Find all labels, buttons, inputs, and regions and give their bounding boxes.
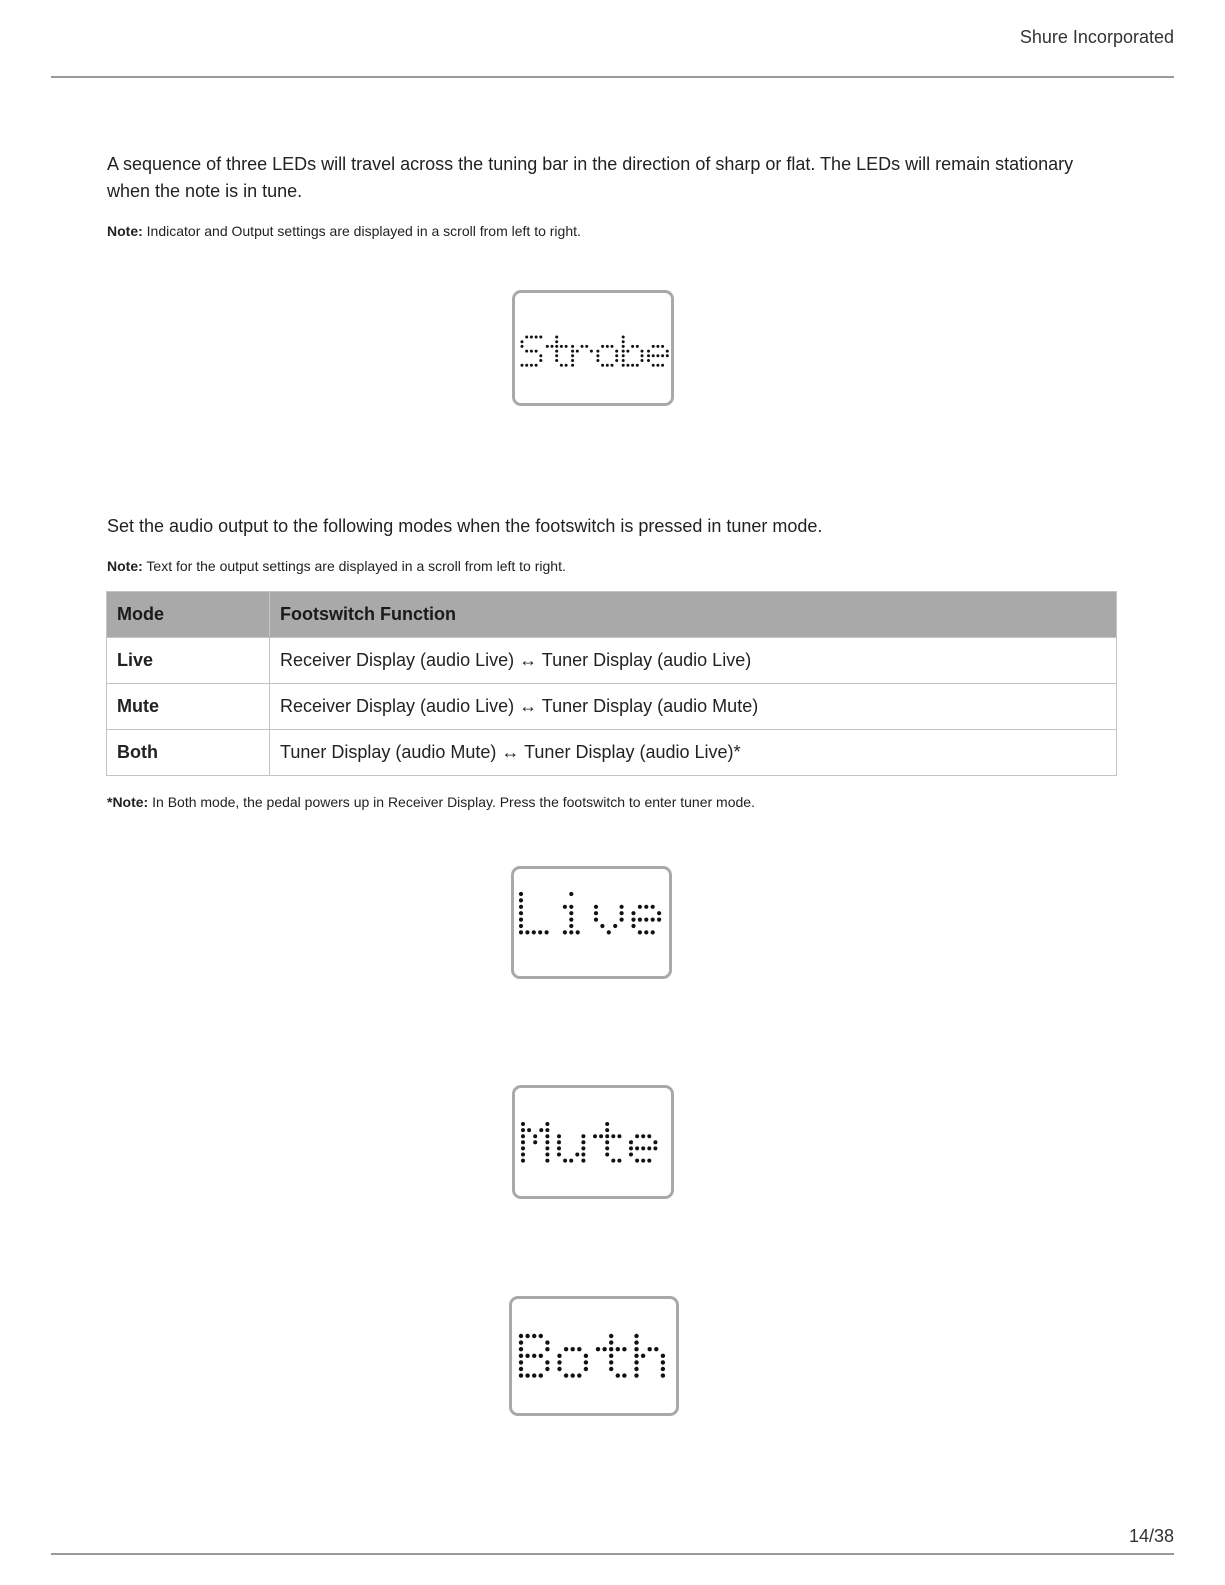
lcd-dot: [596, 350, 599, 353]
lcd-dot: [555, 350, 558, 353]
lcd-dot: [605, 1134, 609, 1138]
lcd-dot: [613, 924, 617, 928]
footnote-label: *Note:: [107, 794, 149, 810]
strobe-paragraph: A sequence of three LEDs will travel across the tuning bar in the direction of sharp or flat. The LEDs will remain stationary when the note is in tune.: [107, 154, 1074, 201]
lcd-dot: [525, 930, 529, 934]
lcd-dot: [641, 350, 644, 353]
lcd-dot: [620, 905, 624, 909]
note-label: Note:: [107, 223, 143, 239]
lcd-dot: [634, 1354, 638, 1358]
lcd-dot: [581, 1146, 585, 1150]
lcd-dot: [557, 1354, 561, 1358]
lcd-dot: [629, 1146, 633, 1150]
lcd-dot: [581, 1134, 585, 1138]
lcd-dot: [606, 364, 609, 367]
lcd-dot: [652, 364, 655, 367]
lcd-dot: [620, 918, 624, 922]
lcd-dots-both: [512, 1299, 682, 1419]
lcd-dot: [521, 1146, 525, 1150]
lcd-dot: [666, 350, 669, 353]
lcd-dot: [661, 345, 664, 348]
lcd-dot: [641, 1146, 645, 1150]
lcd-dot: [519, 1373, 523, 1377]
lcd-dot: [641, 1354, 645, 1358]
lcd-dot: [615, 359, 618, 362]
lcd-dot: [535, 350, 538, 353]
lcd-dot: [545, 1128, 549, 1132]
lcd-dot: [545, 930, 549, 934]
lcd-dot: [521, 1122, 525, 1126]
table-header-row: [107, 592, 1117, 638]
lcd-dot: [576, 350, 579, 353]
lcd-dot: [545, 1340, 549, 1344]
lcd-dot: [564, 1373, 568, 1377]
lcd-display-live: [511, 866, 672, 979]
lcd-dot: [600, 924, 604, 928]
lcd-dot: [545, 1153, 549, 1157]
lcd-dot: [626, 350, 629, 353]
lcd-dot: [605, 1128, 609, 1132]
lcd-dot: [519, 892, 523, 896]
lcd-dot: [616, 1373, 620, 1377]
lcd-dot: [521, 345, 524, 348]
lcd-dot: [609, 1360, 613, 1364]
lcd-dot: [651, 905, 655, 909]
footer-rule: [51, 1553, 1174, 1555]
lcd-dot: [563, 1159, 567, 1163]
lcd-dot: [605, 1153, 609, 1157]
lcd-dot: [545, 1140, 549, 1144]
note-text: Text for the output settings are displayed in a scroll from left to right.: [142, 558, 566, 574]
lcd-dot: [609, 1347, 613, 1351]
lcd-dot: [519, 918, 523, 922]
lcd-display-both: [509, 1296, 679, 1416]
lcd-dot: [569, 918, 573, 922]
lcd-dot: [525, 350, 528, 353]
lcd-dot: [634, 1334, 638, 1338]
lcd-dot: [634, 1347, 638, 1351]
lcd-dot: [661, 1373, 665, 1377]
lcd-dot: [593, 1134, 597, 1138]
lcd-dot: [616, 1347, 620, 1351]
lcd-dot: [622, 336, 625, 339]
lcd-display-mute: [512, 1085, 674, 1199]
function-cell: Tuner Display (audio Mute) ↔ Tuner Display (audio Live)*: [270, 730, 1117, 776]
lcd-dot: [557, 1140, 561, 1144]
lcd-dot: [533, 1140, 537, 1144]
lcd-dot: [594, 911, 598, 915]
lcd-dot: [581, 1153, 585, 1157]
lcd-dot: [661, 364, 664, 367]
lcd-dot: [611, 1134, 615, 1138]
lcd-dot: [631, 911, 635, 915]
lcd-dot: [569, 930, 573, 934]
lcd-dot: [521, 364, 524, 367]
lcd-dot: [635, 1159, 639, 1163]
lcd-dot: [571, 364, 574, 367]
lcd-dot: [539, 1334, 543, 1338]
lcd-dot: [606, 345, 609, 348]
lcd-dot: [557, 1367, 561, 1371]
lcd-dot: [532, 1334, 536, 1338]
lcd-dot: [653, 1146, 657, 1150]
lcd-dot: [656, 364, 659, 367]
lcd-dot: [532, 930, 536, 934]
lcd-dot: [653, 1140, 657, 1144]
lcd-dot: [635, 1134, 639, 1138]
lcd-dot: [581, 345, 584, 348]
lcd-dots-mute: [515, 1088, 677, 1202]
lcd-dot: [519, 1367, 523, 1371]
lcd-dot: [635, 1146, 639, 1150]
lcd-dot: [584, 1367, 588, 1371]
lcd-dot: [622, 354, 625, 357]
lcd-dot: [601, 364, 604, 367]
lcd-dot: [555, 354, 558, 357]
lcd-dot: [609, 1367, 613, 1371]
lcd-dot: [666, 354, 669, 357]
lcd-display-strobe: [512, 290, 674, 406]
header-rule: [51, 76, 1174, 78]
lcd-dot: [590, 350, 593, 353]
lcd-dot: [656, 354, 659, 357]
lcd-dot: [611, 364, 614, 367]
lcd-dot: [634, 1360, 638, 1364]
lcd-dot: [571, 350, 574, 353]
note-text: Indicator and Output settings are displayed in a scroll from left to right.: [142, 223, 581, 239]
lcd-dot: [631, 924, 635, 928]
table-row: [107, 638, 1117, 684]
lcd-dot: [656, 345, 659, 348]
lcd-dot: [545, 1146, 549, 1150]
indicator-note: [107, 223, 581, 239]
lcd-dot: [636, 364, 639, 367]
lcd-dot: [519, 898, 523, 902]
lcd-dot: [602, 1347, 606, 1351]
output-paragraph: Set the audio output to the following modes when the footswitch is pressed in tuner mode.: [107, 516, 823, 536]
lcd-dot: [644, 918, 648, 922]
lcd-dot: [569, 924, 573, 928]
lcd-dot: [565, 345, 568, 348]
lcd-dot: [594, 918, 598, 922]
lcd-dot: [569, 1159, 573, 1163]
lcd-dot: [521, 340, 524, 343]
lcd-dot: [519, 1347, 523, 1351]
lcd-dot: [555, 359, 558, 362]
lcd-dot: [594, 905, 598, 909]
lcd-dot: [647, 359, 650, 362]
lcd-dot: [539, 336, 542, 339]
lcd-dot: [519, 1334, 523, 1338]
lcd-dot: [545, 1360, 549, 1364]
lcd-dot: [611, 1159, 615, 1163]
lcd-dot: [651, 930, 655, 934]
lcd-dot: [631, 364, 634, 367]
lcd-dot: [622, 350, 625, 353]
lcd-dot: [565, 364, 568, 367]
lcd-dot: [519, 1360, 523, 1364]
mode-cell: Mute: [107, 684, 270, 730]
lcd-dot: [596, 1347, 600, 1351]
mode-cell: Live: [107, 638, 270, 684]
lcd-dot: [596, 359, 599, 362]
lcd-dot: [533, 1134, 537, 1138]
output-note: [107, 558, 566, 574]
lcd-dot: [525, 336, 528, 339]
lcd-dot: [519, 1340, 523, 1344]
lcd-dot: [617, 1134, 621, 1138]
lcd-dot: [551, 345, 554, 348]
lcd-dot: [601, 345, 604, 348]
lcd-dot: [571, 359, 574, 362]
lcd-dot: [641, 1134, 645, 1138]
lcd-dot: [577, 1373, 581, 1377]
lcd-dot: [563, 930, 567, 934]
lcd-dot: [652, 354, 655, 357]
lcd-dot: [519, 1354, 523, 1358]
header-company: Shure Incorporated: [1019, 27, 1174, 47]
lcd-dot: [644, 930, 648, 934]
lcd-dot: [538, 930, 542, 934]
lcd-dot: [530, 336, 533, 339]
lcd-dot: [532, 1373, 536, 1377]
lcd-dot: [545, 1367, 549, 1371]
lcd-dot: [647, 1134, 651, 1138]
lcd-dot: [576, 930, 580, 934]
lcd-dot: [569, 911, 573, 915]
lcd-dot: [647, 350, 650, 353]
lcd-dot: [647, 1159, 651, 1163]
header-footswitch-function: Footswitch Function: [270, 592, 1117, 638]
lcd-dot: [539, 1128, 543, 1132]
lcd-dot: [545, 1122, 549, 1126]
function-cell: Receiver Display (audio Live) ↔ Tuner Display (audio Mute): [270, 684, 1117, 730]
lcd-dot: [599, 1134, 603, 1138]
lcd-dot: [609, 1334, 613, 1338]
lcd-dot: [652, 345, 655, 348]
lcd-dot: [555, 345, 558, 348]
lcd-dot: [607, 930, 611, 934]
lcd-dot: [555, 340, 558, 343]
lcd-dots-live: [514, 869, 675, 982]
lcd-dot: [634, 1373, 638, 1377]
lcd-dot: [661, 1354, 665, 1358]
lcd-dot: [545, 1347, 549, 1351]
lcd-dot: [569, 905, 573, 909]
lcd-dot: [519, 930, 523, 934]
lcd-dot: [620, 911, 624, 915]
lcd-dot: [557, 1153, 561, 1157]
lcd-dot: [622, 1347, 626, 1351]
header-mode: Mode: [107, 592, 270, 638]
lcd-dot: [571, 354, 574, 357]
lcd-dot: [617, 1159, 621, 1163]
lcd-dot: [527, 1128, 531, 1132]
lcd-dot: [539, 1354, 543, 1358]
lcd-dot: [611, 345, 614, 348]
lcd-dot: [622, 340, 625, 343]
lcd-dot: [575, 1153, 579, 1157]
lcd-dot: [661, 354, 664, 357]
lcd-dot: [626, 364, 629, 367]
page-number: 14/38: [1128, 1526, 1174, 1546]
lcd-dot: [622, 364, 625, 367]
lcd-dot: [647, 1146, 651, 1150]
lcd-dot: [555, 336, 558, 339]
lcd-dot: [585, 345, 588, 348]
lcd-dot: [605, 1140, 609, 1144]
lcd-dot: [532, 1354, 536, 1358]
footnote-text: In Both mode, the pedal powers up in Receiver Display. Press the footswitch to enter tuner mode.: [148, 794, 755, 810]
lcd-dot: [629, 1140, 633, 1144]
mode-table: [106, 591, 1117, 776]
table-row: [107, 684, 1117, 730]
lcd-dot: [530, 364, 533, 367]
lcd-dot: [539, 359, 542, 362]
lcd-dot: [563, 905, 567, 909]
lcd-dot: [654, 1347, 658, 1351]
lcd-dot: [569, 892, 573, 896]
lcd-dot: [647, 354, 650, 357]
lcd-dot: [651, 918, 655, 922]
lcd-dot: [525, 1373, 529, 1377]
lcd-dot: [634, 1367, 638, 1371]
lcd-dot: [557, 1146, 561, 1150]
lcd-dot: [631, 345, 634, 348]
lcd-dot: [638, 905, 642, 909]
lcd-dot: [539, 354, 542, 357]
mode-cell: Both: [107, 730, 270, 776]
lcd-dot: [530, 350, 533, 353]
lcd-dot: [571, 1347, 575, 1351]
lcd-dot: [584, 1354, 588, 1358]
lcd-dot: [557, 1360, 561, 1364]
function-cell: Receiver Display (audio Live) ↔ Tuner Display (audio Live): [270, 638, 1117, 684]
lcd-dot: [525, 1354, 529, 1358]
lcd-dot: [521, 1128, 525, 1132]
lcd-dot: [641, 359, 644, 362]
lcd-dot: [641, 354, 644, 357]
lcd-dot: [596, 354, 599, 357]
lcd-dot: [605, 1122, 609, 1126]
lcd-dot: [615, 350, 618, 353]
both-mode-footnote: [107, 794, 755, 810]
lcd-dot: [622, 359, 625, 362]
lcd-dot: [638, 930, 642, 934]
lcd-dot: [648, 1347, 652, 1351]
lcd-dot: [571, 345, 574, 348]
lcd-dot: [584, 1360, 588, 1364]
lcd-dot: [657, 911, 661, 915]
lcd-dot: [560, 364, 563, 367]
lcd-dots-strobe: [515, 293, 677, 409]
lcd-dot: [609, 1340, 613, 1344]
lcd-dot: [577, 1347, 581, 1351]
lcd-dot: [525, 1334, 529, 1338]
lcd-dot: [564, 1347, 568, 1351]
lcd-dot: [581, 1159, 585, 1163]
lcd-dot: [622, 1373, 626, 1377]
lcd-dot: [521, 1159, 525, 1163]
lcd-dot: [622, 345, 625, 348]
lcd-dot: [519, 911, 523, 915]
lcd-dot: [641, 1159, 645, 1163]
lcd-dot: [525, 364, 528, 367]
lcd-dot: [557, 1134, 561, 1138]
lcd-dot: [521, 1140, 525, 1144]
lcd-dot: [629, 1153, 633, 1157]
lcd-dot: [519, 905, 523, 909]
lcd-dot: [539, 1373, 543, 1377]
lcd-dot: [661, 1360, 665, 1364]
lcd-dot: [644, 905, 648, 909]
lcd-dot: [519, 924, 523, 928]
lcd-dot: [521, 1134, 525, 1138]
lcd-dot: [545, 1159, 549, 1163]
table-row: [107, 730, 1117, 776]
lcd-dot: [535, 336, 538, 339]
lcd-dot: [609, 1354, 613, 1358]
lcd-dot: [560, 345, 563, 348]
lcd-dot: [571, 1373, 575, 1377]
lcd-dot: [535, 364, 538, 367]
lcd-dot: [634, 1340, 638, 1344]
lcd-dot: [546, 345, 549, 348]
lcd-dot: [615, 354, 618, 357]
lcd-dot: [657, 918, 661, 922]
lcd-dot: [605, 1146, 609, 1150]
lcd-dot: [661, 1367, 665, 1371]
lcd-dot: [631, 918, 635, 922]
lcd-dot: [545, 1134, 549, 1138]
lcd-dot: [638, 918, 642, 922]
lcd-dot: [521, 1153, 525, 1157]
lcd-dot: [636, 345, 639, 348]
lcd-dot: [581, 1140, 585, 1144]
note-label: Note:: [107, 558, 143, 574]
